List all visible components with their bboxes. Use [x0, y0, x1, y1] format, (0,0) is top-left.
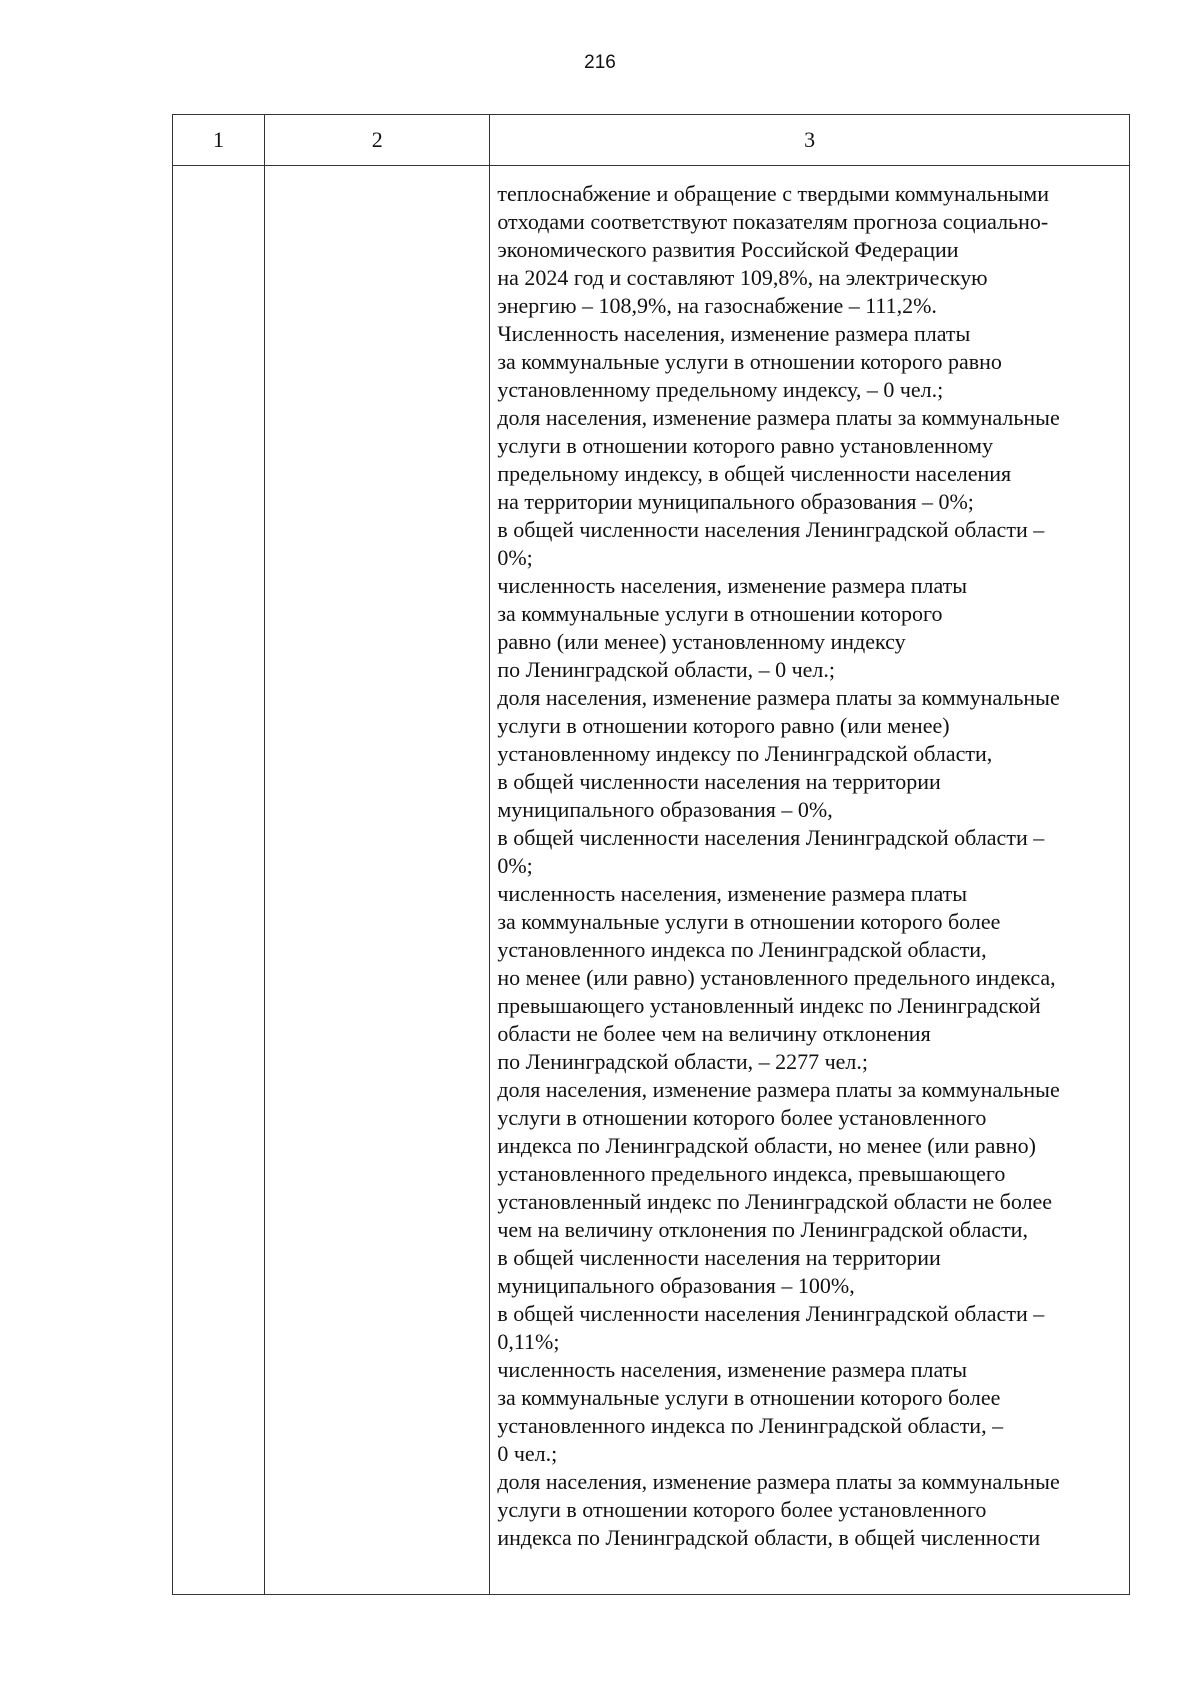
text-line: услуги в отношении которого более установленного	[497, 1105, 987, 1130]
text-line: индекса по Ленинградской области, но менее (или равно)	[497, 1133, 1036, 1158]
column-header-2: 2	[265, 115, 490, 166]
text-line: доля населения, изменение размера платы за коммунальные	[497, 1077, 1060, 1102]
text-line: в общей численности населения на территории	[497, 769, 941, 794]
column-3-text	[490, 166, 1129, 1552]
text-line: равно (или менее) установленному индексу	[497, 629, 906, 654]
text-line: доля населения, изменение размера платы за коммунальные	[497, 685, 1060, 710]
text-line: численность населения, изменение размера платы	[497, 1357, 968, 1382]
text-line: за коммунальные услуги в отношении которого равно	[497, 349, 1002, 374]
text-line: 0%;	[497, 545, 533, 570]
text-line: превышающего установленный индекс по Ленинградской	[497, 993, 1041, 1018]
cell-column-3	[490, 166, 1130, 1595]
text-line: муниципального образования – 0%,	[497, 797, 833, 822]
text-line: установленного предельного индекса, превышающего	[497, 1161, 1006, 1186]
column-header-1: 1	[173, 115, 265, 166]
text-line: отходами соответствуют показателям прогноза социально-	[497, 209, 1049, 234]
text-line: доля населения, изменение размера платы за коммунальные	[497, 1469, 1060, 1494]
text-line: доля населения, изменение размера платы за коммунальные	[497, 405, 1060, 430]
text-line: индекса по Ленинградской области, в общей численности	[497, 1525, 1041, 1550]
text-line: области не более чем на величину отклонения	[497, 1021, 931, 1046]
text-line: 0%;	[497, 853, 533, 878]
text-line: установленному индексу по Ленинградской области,	[497, 741, 993, 766]
text-line: чем на величину отклонения по Ленинградской области,	[497, 1217, 1028, 1242]
text-line: установленному предельному индексу, – 0 чел.;	[497, 377, 944, 402]
text-line: по Ленинградской области, – 0 чел.;	[497, 657, 836, 682]
text-line: за коммунальные услуги в отношении которого	[497, 601, 943, 626]
text-line: услуги в отношении которого равно установленному	[497, 433, 993, 458]
text-line: на 2024 год и составляют 109,8%, на электрическую	[497, 265, 988, 290]
text-line: численность населения, изменение размера платы	[497, 573, 968, 598]
text-line: 0,11%;	[497, 1329, 560, 1354]
table-row	[173, 166, 1130, 1595]
table-header-row	[173, 115, 1130, 166]
text-line: экономического развития Российской Федерации	[497, 237, 959, 262]
text-line: Численность населения, изменение размера платы	[497, 321, 971, 346]
text-line: в общей численности населения на территории	[497, 1245, 941, 1270]
text-line: в общей численности населения Ленинградской области –	[497, 825, 1045, 850]
text-line: установленного индекса по Ленинградской области, –	[497, 1413, 1004, 1438]
text-line: энергию – 108,9%, на газоснабжение – 111,2%.	[497, 293, 937, 318]
column-header-3: 3	[490, 115, 1130, 166]
text-line: численность населения, изменение размера платы	[497, 881, 968, 906]
text-line: по Ленинградской области, – 2277 чел.;	[497, 1049, 869, 1074]
text-line: за коммунальные услуги в отношении которого более	[497, 1385, 1001, 1410]
text-line: в общей численности населения Ленинградской области –	[497, 1301, 1045, 1326]
text-line: установленного индекса по Ленинградской области,	[497, 937, 987, 962]
text-line: установленный индекс по Ленинградской области не более	[497, 1189, 1053, 1214]
page-number: 216	[584, 52, 616, 73]
text-line: предельному индексу, в общей численности населения	[497, 461, 1012, 486]
text-line: в общей численности населения Ленинградской области –	[497, 517, 1045, 542]
text-line: муниципального образования – 100%,	[497, 1273, 855, 1298]
cell-column-1	[173, 166, 265, 1595]
text-line: услуги в отношении которого более установленного	[497, 1497, 987, 1522]
text-line: 0 чел.;	[497, 1441, 558, 1466]
text-line: теплоснабжение и обращение с твердыми коммунальными	[497, 181, 1049, 206]
text-line: за коммунальные услуги в отношении которого более	[497, 909, 1001, 934]
text-line: услуги в отношении которого равно (или менее)	[497, 713, 950, 738]
text-line: но менее (или равно) установленного предельного индекса,	[497, 965, 1056, 990]
text-line: на территории муниципального образования – 0%;	[497, 489, 974, 514]
document-table	[172, 114, 1130, 1595]
cell-column-2	[265, 166, 490, 1595]
